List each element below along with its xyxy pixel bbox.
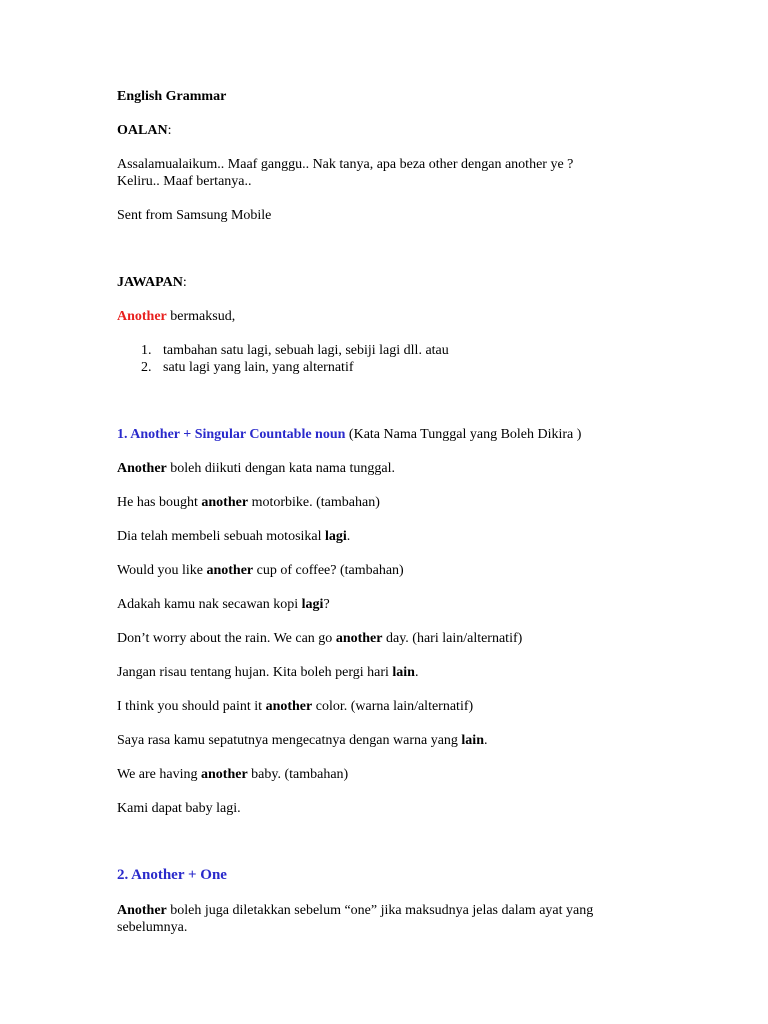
list-text: satu lagi yang lain, yang alternatif	[163, 360, 354, 375]
example-text: Dia telah membeli sebuah motosikal	[117, 529, 326, 544]
example-line	[117, 664, 418, 681]
another-keyword: Another	[117, 309, 167, 324]
example-line	[117, 698, 473, 715]
list-item	[141, 359, 354, 376]
jawapan-label: JAWAPAN	[117, 275, 183, 290]
bermaksud-text: bermaksud,	[166, 309, 236, 324]
soalan-heading	[117, 122, 171, 139]
another-definition	[117, 308, 235, 325]
example-line	[117, 732, 488, 749]
example-keyword: lagi	[301, 597, 324, 612]
example-text: cup of coffee? (tambahan)	[253, 563, 404, 578]
example-text: ?	[323, 597, 330, 612]
example-text: color. (warna lain/alternatif)	[312, 699, 474, 714]
example-keyword: another	[201, 495, 249, 510]
example-text: motorbike. (tambahan)	[248, 495, 380, 510]
intro-text: boleh diikuti dengan kata nama tunggal.	[166, 461, 395, 476]
example-line	[117, 562, 404, 579]
example-line	[117, 596, 330, 613]
example-line	[117, 494, 380, 511]
example-keyword: another	[265, 699, 313, 714]
document-title: English Grammar	[117, 89, 227, 104]
soalan-label: OALAN	[117, 123, 168, 138]
example-text: He has bought	[117, 495, 202, 510]
list-number: 2.	[141, 360, 152, 375]
example-keyword: another	[206, 563, 254, 578]
example-keyword: lain	[461, 733, 484, 748]
sent-from-line: Sent from Samsung Mobile	[117, 208, 272, 223]
section-1-title: 1. Another + Singular Countable noun	[117, 427, 346, 442]
section-2-heading: 2. Another + One	[117, 867, 227, 883]
section-2-intro	[117, 902, 637, 936]
section-1-heading	[117, 426, 581, 443]
example-line	[117, 766, 348, 783]
example-text: We are having	[117, 767, 201, 782]
intro-keyword: Another	[117, 461, 167, 476]
example-line	[117, 800, 241, 817]
example-text: .	[414, 665, 419, 680]
example-text: .	[484, 733, 488, 748]
jawapan-heading	[117, 274, 187, 291]
example-text: Saya rasa kamu sepatutnya mengecatnya dengan warna yang	[117, 733, 462, 748]
example-keyword: another	[201, 767, 248, 782]
example-text: day. (hari lain/alternatif)	[382, 631, 523, 646]
example-text: baby. (tambahan)	[247, 767, 349, 782]
section-1-intro	[117, 460, 395, 477]
list-number: 1.	[141, 343, 152, 358]
example-line	[117, 630, 522, 647]
example-keyword: another	[335, 631, 383, 646]
example-keyword: lagi	[325, 529, 347, 544]
example-text: .	[346, 529, 351, 544]
list-text: tambahan satu lagi, sebuah lagi, sebiji lagi dll. atau	[163, 343, 449, 358]
example-text: Would you like	[117, 563, 207, 578]
example-keyword: lain	[392, 665, 415, 680]
example-text: Kami dapat baby lagi.	[117, 801, 241, 816]
example-line	[117, 528, 350, 545]
intro-text: boleh juga diletakkan sebelum “one” jika maksudnya jelas dalam ayat yang sebelumnya.	[117, 903, 594, 935]
jawapan-colon: :	[182, 275, 187, 290]
list-item	[141, 342, 449, 359]
intro-keyword: Another	[117, 903, 167, 918]
example-text: Don’t worry about the rain. We can go	[117, 631, 336, 646]
question-line-2: Keliru.. Maaf bertanya..	[117, 174, 252, 189]
soalan-colon: :	[167, 123, 172, 138]
example-text: Adakah kamu nak secawan kopi	[117, 597, 302, 612]
question-line-1: Assalamualaikum.. Maaf ganggu.. Nak tanya, apa beza other dengan another ye ?	[117, 157, 574, 172]
example-text: Jangan risau tentang hujan. Kita boleh pergi hari	[117, 665, 393, 680]
section-1-subtitle: (Kata Nama Tunggal yang Boleh Dikira )	[345, 427, 582, 442]
example-text: I think you should paint it	[117, 699, 266, 714]
